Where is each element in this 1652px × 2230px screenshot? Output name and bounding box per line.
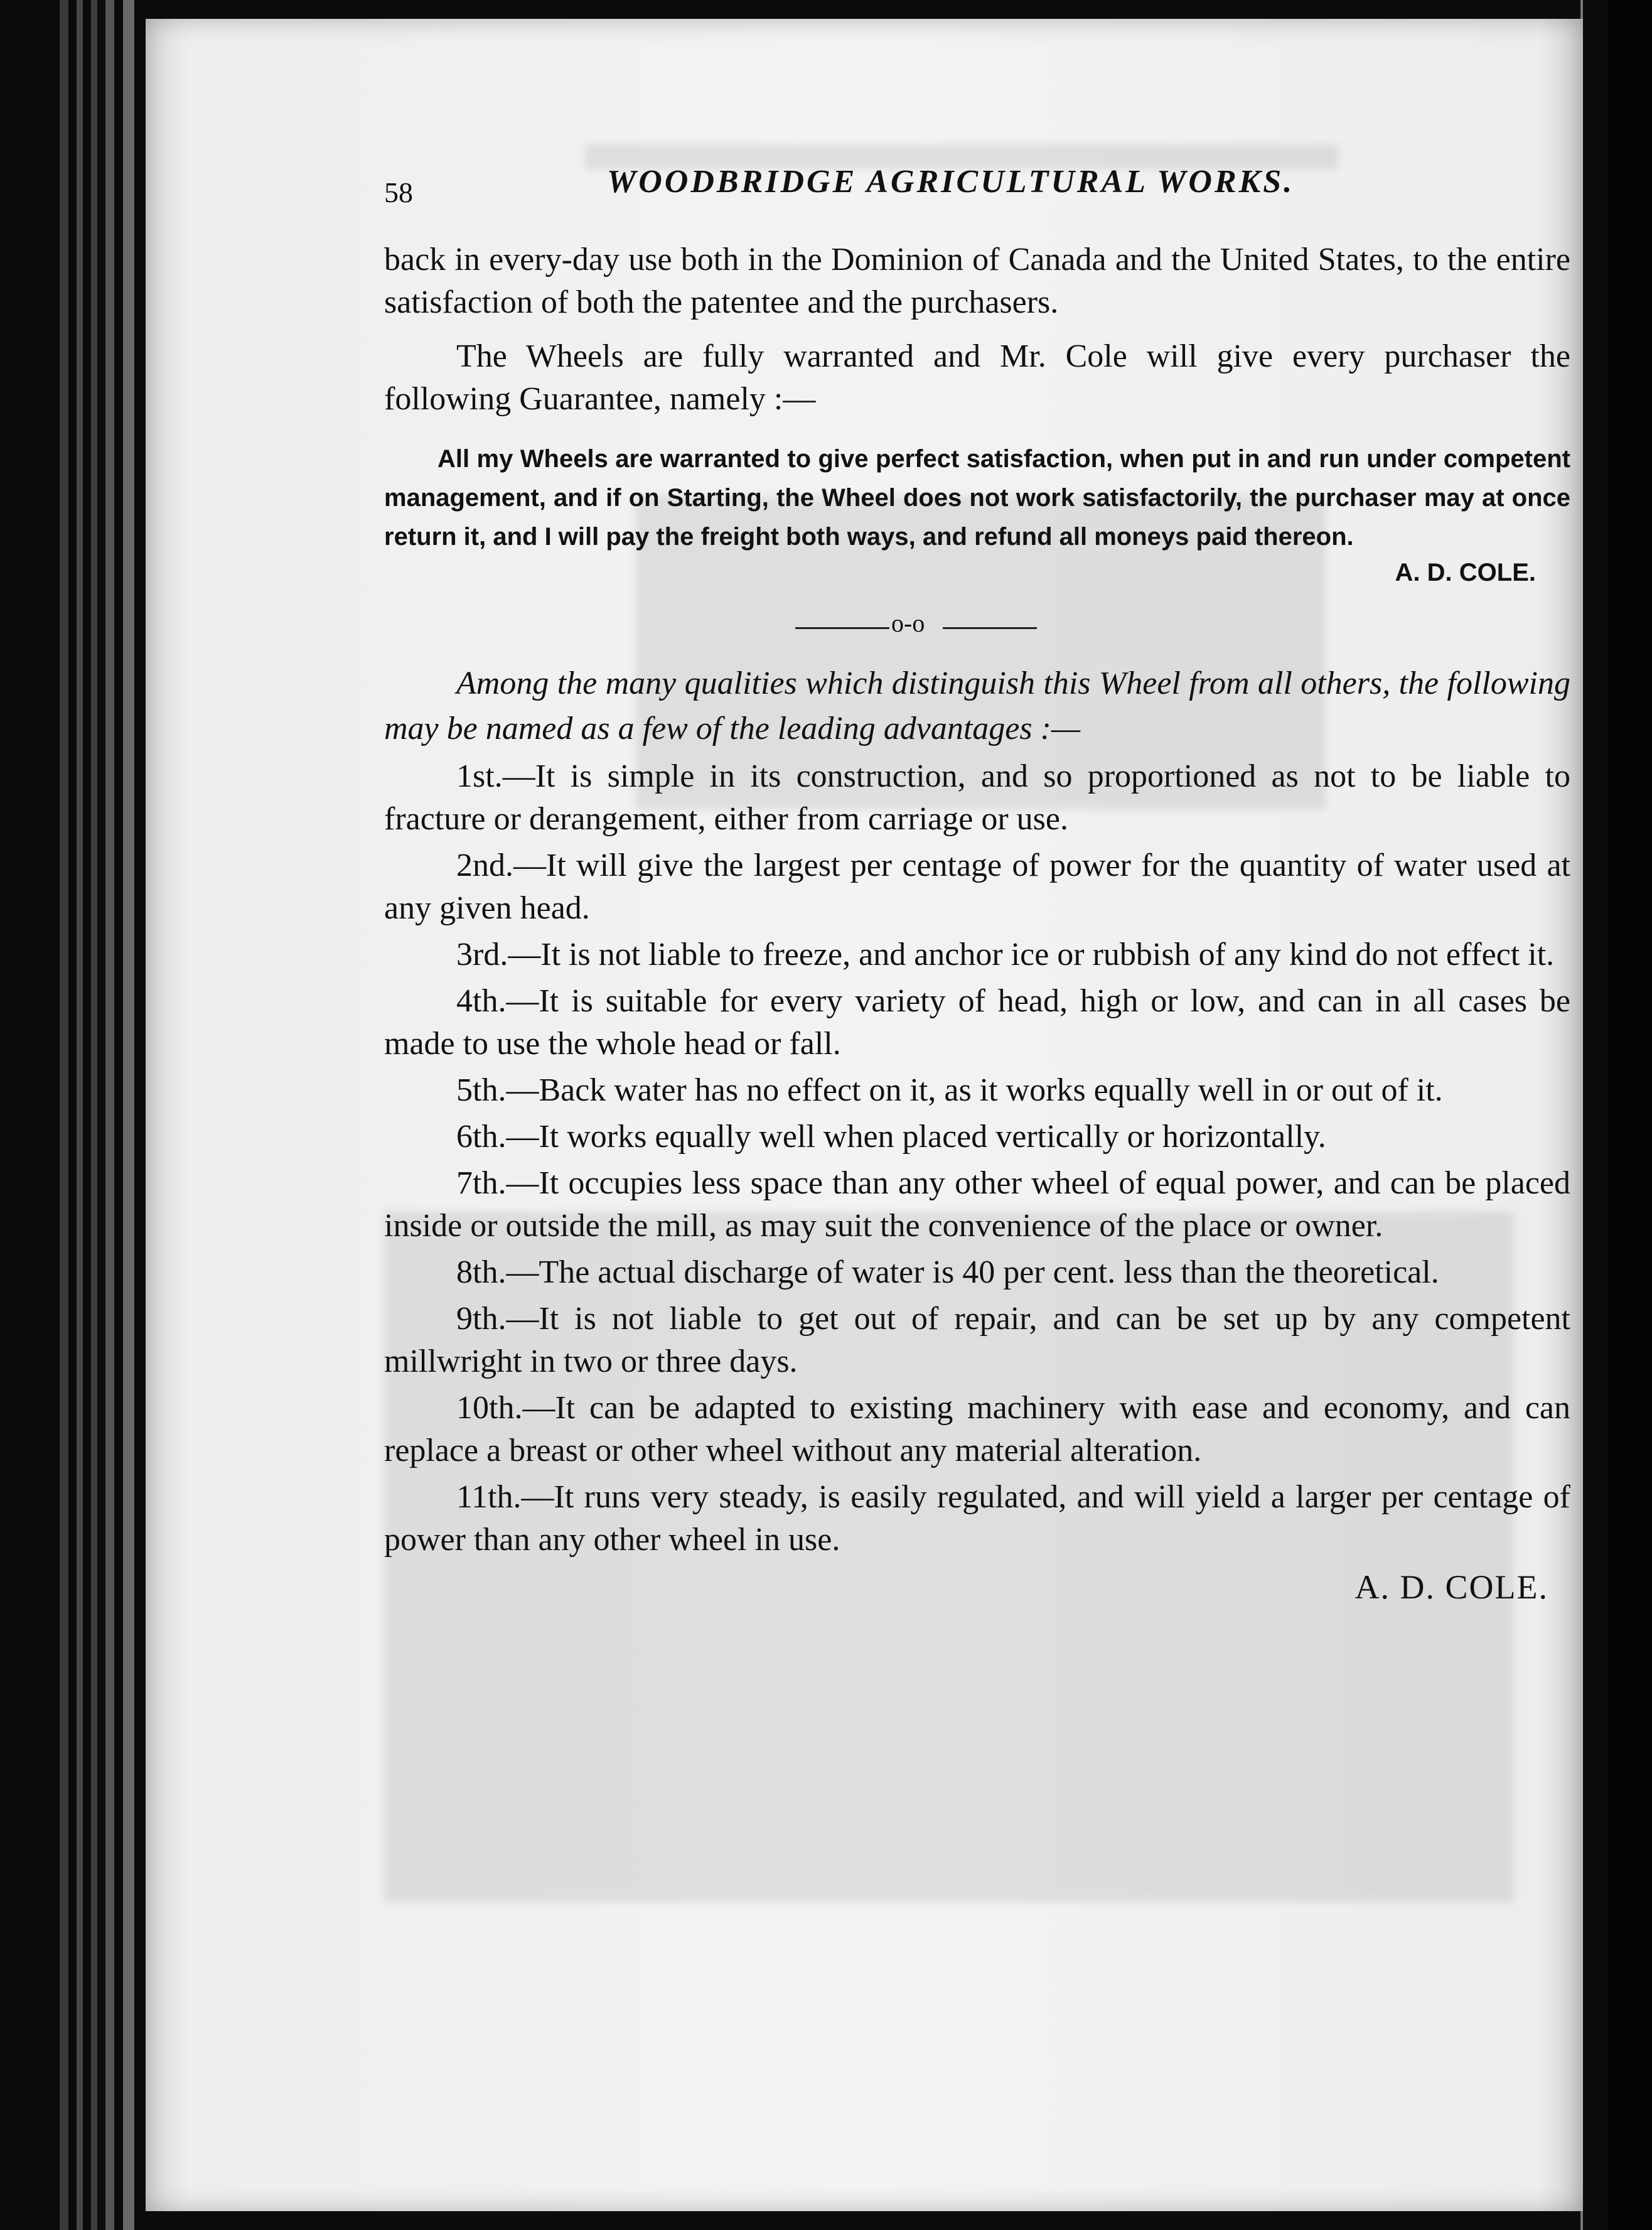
divider-ornament: o-o xyxy=(891,609,925,637)
advantage-text: —Back water has no effect on it, as it works equally well in or out of it. xyxy=(506,1072,1443,1108)
page-edge xyxy=(91,0,97,2230)
advantage-item xyxy=(384,934,1570,976)
advantage-text: —It runs very steady, is easily regulated, and will yield a larger per centage of power than any other wheel in use. xyxy=(384,1479,1570,1558)
advantage-item xyxy=(384,1069,1570,1112)
closing-signature: A. D. COLE. xyxy=(1354,1568,1548,1606)
advantage-text: —It works equally well when placed vertically or horizontally. xyxy=(506,1119,1326,1155)
advantage-number: 9th. xyxy=(456,1301,507,1337)
running-head: WOODBRIDGE AGRICULTURAL WORKS. xyxy=(607,164,1295,200)
advantage-number: 3rd. xyxy=(456,937,508,972)
advantage-number: 11th. xyxy=(456,1479,522,1515)
advantage-text: —It will give the largest per centage of power for the quantity of water used at any given head. xyxy=(384,848,1570,926)
advantage-item xyxy=(384,1251,1570,1294)
advantage-item xyxy=(384,980,1570,1065)
advantage-text: —It is not liable to freeze, and anchor ice or rubbish of any kind do not effect it. xyxy=(508,937,1555,972)
paragraph: The Wheels are fully warranted and Mr. Cole will give every purchaser the following Guarantee, namely :— xyxy=(384,338,1570,417)
page-content xyxy=(384,157,1570,1607)
advantage-item xyxy=(384,755,1570,841)
advantage-text: —It is simple in its construction, and so proportioned as not to be liable to fracture or derangement, either from carriage or use. xyxy=(384,758,1570,837)
divider-rule xyxy=(795,627,889,629)
advantage-item xyxy=(384,1476,1570,1561)
advantages-intro: Among the many qualities which distinguish this Wheel from all others, the following may be named as a few of the leading advantages :— xyxy=(384,665,1570,746)
page-edge xyxy=(60,0,68,2230)
advantage-item xyxy=(384,1162,1570,1247)
paragraph: back in every-day use both in the Dominion of Canada and the United States, to the entire satisfaction of both the patentee and the purchasers. xyxy=(384,242,1570,320)
page-edge xyxy=(123,0,134,2230)
advantage-number: 5th. xyxy=(456,1072,507,1108)
advantage-item xyxy=(384,1116,1570,1158)
guarantee-text: All my Wheels are warranted to give perfect satisfaction, when put in and run under competent management, and if on Starting, the Wheel does not work satisfactorily, the purchaser may at once return it, and I will pay the freight both ways, and refund all moneys paid thereon. xyxy=(384,445,1570,551)
advantage-text: —The actual discharge of water is 40 per cent. less than the theoretical. xyxy=(506,1254,1439,1290)
advantage-number: 6th. xyxy=(456,1119,507,1155)
section-divider xyxy=(384,600,1570,656)
page-number: 58 xyxy=(384,176,413,208)
advantage-number: 7th. xyxy=(456,1165,507,1201)
page-edge xyxy=(77,0,83,2230)
scan-border xyxy=(1608,0,1652,2230)
page-edge xyxy=(105,0,114,2230)
advantage-number: 8th. xyxy=(456,1254,507,1290)
advantage-number: 10th. xyxy=(456,1390,523,1426)
guarantee-signature: A. D. COLE. xyxy=(1395,559,1536,586)
advantage-number: 4th. xyxy=(456,983,507,1019)
advantage-item xyxy=(384,1298,1570,1383)
advantage-number: 1st. xyxy=(456,758,503,794)
advantage-text: —It can be adapted to existing machinery with ease and economy, and can replace a breast or other wheel without any material alteration. xyxy=(384,1390,1570,1468)
advantage-text: —It occupies less space than any other wheel of equal power, and can be placed inside or outside the mill, as may suit the convenience of the place or owner. xyxy=(384,1165,1570,1244)
advantage-item xyxy=(384,844,1570,930)
advantage-text: —It is suitable for every variety of head, high or low, and can in all cases be made to use the whole head or fall. xyxy=(384,983,1570,1062)
advantage-item xyxy=(384,1387,1570,1472)
divider-rule xyxy=(943,627,1037,629)
advantage-number: 2nd. xyxy=(456,848,513,883)
page-header xyxy=(384,157,1570,213)
book-page xyxy=(146,19,1583,2211)
advantages-list xyxy=(384,755,1570,1561)
advantage-text: —It is not liable to get out of repair, and can be set up by any competent millwright in two or three days. xyxy=(384,1301,1570,1379)
